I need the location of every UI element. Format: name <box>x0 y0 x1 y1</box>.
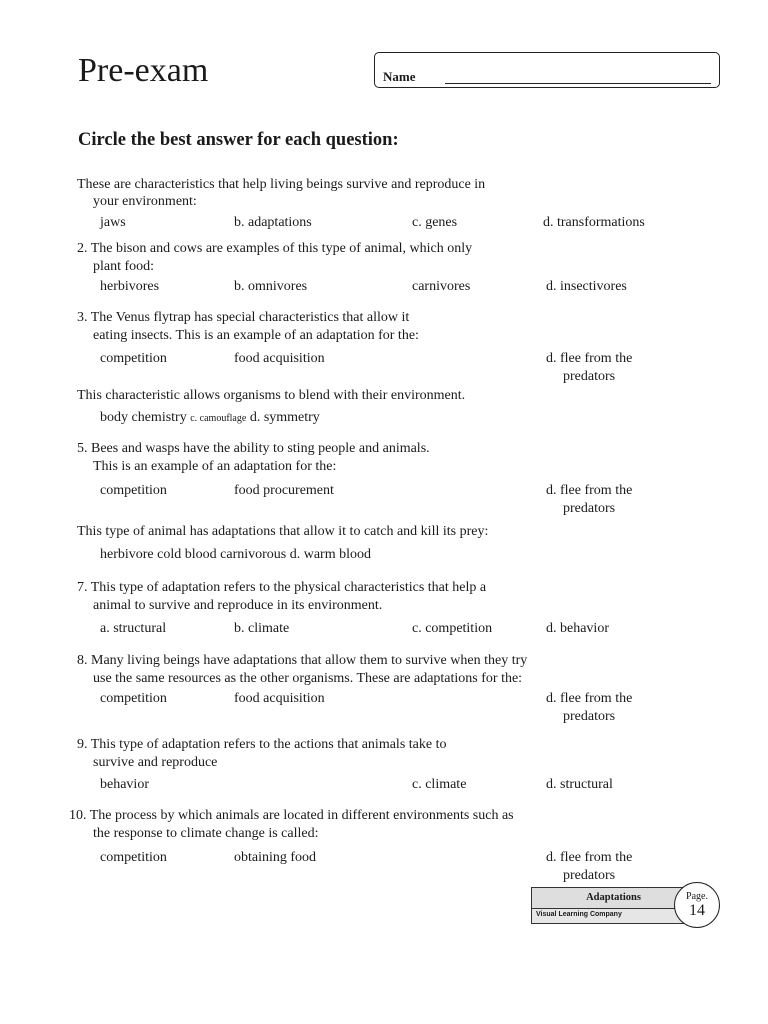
question-2-option[interactable]: carnivores <box>412 279 471 294</box>
page-number: 14 <box>689 902 705 919</box>
name-box <box>374 52 720 88</box>
question-10-line-2: the response to climate change is called: <box>93 826 319 841</box>
question-2-option[interactable]: d. insectivores <box>546 279 627 294</box>
page-label: Page. <box>686 891 708 902</box>
question-7-option[interactable]: d. behavior <box>546 621 609 636</box>
question-10-option[interactable]: competition <box>100 850 167 865</box>
question-9-option[interactable]: d. structural <box>546 777 613 792</box>
question-7-line-1: 7. This type of adaptation refers to the physical characteristics that help a <box>77 580 487 595</box>
question-5-line-2: This is an example of an adaptation for the: <box>93 459 337 474</box>
question-8-option[interactable]: food acquisition <box>234 691 325 706</box>
question-5-option[interactable]: competition <box>100 483 167 498</box>
question-7-option[interactable]: c. competition <box>412 621 493 636</box>
footer-subject: Adaptations <box>532 888 695 909</box>
question-10-option-continued: predators <box>563 868 616 883</box>
question-3-option[interactable]: d. flee from the <box>546 351 633 366</box>
question-2-option[interactable]: b. omnivores <box>234 279 308 294</box>
question-9-line-1: 9. This type of adaptation refers to the actions that animals take to <box>77 737 447 752</box>
name-field-line[interactable] <box>445 83 711 84</box>
question-5-line-1: 5. Bees and wasps have the ability to sting people and animals. <box>77 441 430 456</box>
question-3-option[interactable]: competition <box>100 351 167 366</box>
question-6-line-1: This type of animal has adaptations that allow it to catch and kill its prey: <box>77 524 489 539</box>
question-1-option[interactable]: b. adaptations <box>234 215 312 230</box>
question-4-option[interactable]: d. symmetry <box>249 410 320 425</box>
question-8-line-2: use the same resources as the other organisms. These are adaptations for the: <box>93 671 523 686</box>
question-8-option-continued: predators <box>563 709 616 724</box>
question-1-line-1: These are characteristics that help living beings survive and reproduce in <box>77 177 486 192</box>
name-label: Name <box>383 69 416 84</box>
question-10-option[interactable]: obtaining food <box>234 850 317 865</box>
question-1-option[interactable]: d. transformations <box>543 215 645 230</box>
question-4-option[interactable]: c. camouflage <box>190 413 247 424</box>
page-number-badge <box>674 882 720 928</box>
question-3-line-2: eating insects. This is an example of an adaptation for the: <box>93 328 419 343</box>
question-7-line-2: animal to survive and reproduce in its environment. <box>93 598 383 613</box>
question-4-options <box>100 410 320 426</box>
question-2-option[interactable]: herbivores <box>100 279 160 294</box>
question-7-option[interactable]: b. climate <box>234 621 290 636</box>
question-1-option[interactable]: jaws <box>100 215 126 230</box>
question-1-line-2: your environment: <box>93 194 197 209</box>
question-5-option-continued: predators <box>563 501 616 516</box>
question-5-option[interactable]: food procurement <box>234 483 334 498</box>
question-10-line-1: 10. The process by which animals are located in different environments such as <box>69 808 514 823</box>
question-3-option[interactable]: food acquisition <box>234 351 325 366</box>
question-10-option[interactable]: d. flee from the <box>546 850 633 865</box>
question-9-line-2: survive and reproduce <box>93 755 218 770</box>
question-2-line-1: 2. The bison and cows are examples of this type of animal, which only <box>77 241 473 256</box>
question-4-line-1: This characteristic allows organisms to blend with their environment. <box>77 388 466 403</box>
question-9-option[interactable]: c. climate <box>412 777 467 792</box>
question-8-option[interactable]: competition <box>100 691 167 706</box>
question-9-option[interactable]: behavior <box>100 777 149 792</box>
question-3-line-1: 3. The Venus flytrap has special characteristics that allow it <box>77 310 410 325</box>
question-8-line-1: 8. Many living beings have adaptations that allow them to survive when they try <box>77 653 528 668</box>
question-1-option[interactable]: c. genes <box>412 215 458 230</box>
question-7-option[interactable]: a. structural <box>100 621 167 636</box>
question-5-option[interactable]: d. flee from the <box>546 483 633 498</box>
instructions: Circle the best answer for each question: <box>78 130 399 150</box>
question-8-option[interactable]: d. flee from the <box>546 691 633 706</box>
question-6-options[interactable]: herbivore cold blood carnivorous d. warm blood <box>100 547 371 562</box>
page-title: Pre-exam <box>78 52 209 89</box>
question-2-line-2: plant food: <box>93 259 155 274</box>
question-4-option[interactable]: body chemistry <box>100 410 187 425</box>
footer-company: Visual Learning Company <box>536 911 622 918</box>
footer-box <box>531 887 696 924</box>
question-3-option-continued: predators <box>563 369 616 384</box>
